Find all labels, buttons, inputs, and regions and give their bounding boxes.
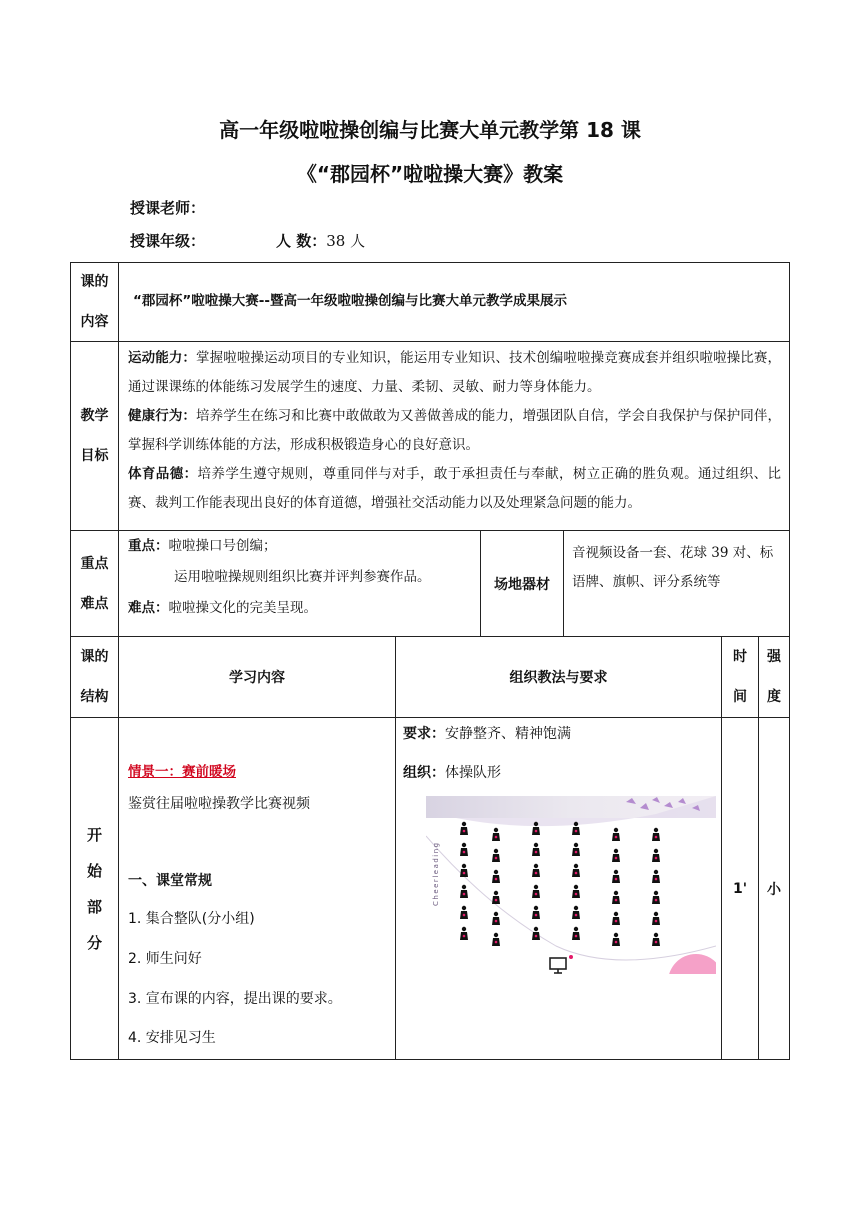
venue-text: 音视频设备一套、花球 39 对、标语牌、旗帜、评分系统等 — [572, 545, 774, 590]
start-time-cell: 1' — [721, 717, 759, 1060]
start-content-cell — [118, 717, 396, 1060]
keypoints-text-cell — [118, 530, 481, 637]
content-label-1: 课的 — [80, 274, 109, 290]
image-caption: Cheerleading — [432, 841, 440, 906]
scene-title: 情景一：赛前暖场 — [128, 764, 236, 780]
goals-label-1: 教学 — [80, 408, 109, 424]
keypoints-label-1: 重点 — [80, 555, 109, 572]
content-label-2: 内容 — [80, 314, 109, 330]
goal-item-ethics: 体育品德：培养学生遵守规则，尊重同伴与对手，敢于承担责任与奉献，树立正确的胜负观。通过组织、比赛、裁判工作能表现出良好的体育道德，增强社交活动能力以及处理紧急问题的能力。 — [128, 466, 782, 511]
time-header: 时 间 — [721, 636, 759, 718]
routine-title: 一、课堂常规 — [128, 873, 212, 889]
count-label: 人 数： — [276, 232, 327, 250]
document-subtitle: 《“郡园杯”啦啦操大赛》教案 — [296, 162, 564, 186]
content-text-cell — [118, 262, 790, 342]
start-method-cell — [395, 717, 722, 1060]
grade-label: 授课年级： — [130, 232, 206, 250]
goals-label-2: 目标 — [80, 448, 109, 464]
routine-item: 4. 安排见习生 — [128, 1030, 216, 1046]
goal-item-motor: 运动能力：掌握啦啦操运动项目的专业知识，能运用专业知识、技术创编啦啦操竞赛成套并组织啦啦操比赛，通过课课练的体能练习发展学生的速度、力量、柔韧、灵敏、耐力等身体能力。 — [128, 350, 782, 395]
goals-label-cell — [70, 341, 119, 531]
start-intensity-cell: 小 — [758, 717, 790, 1060]
goals-text-cell — [118, 341, 790, 531]
scene-text: 鉴赏往届啦啦操教学比赛视频 — [128, 796, 310, 812]
key-point-line2: 运用啦啦操规则组织比赛并评判参赛作品。 — [174, 569, 431, 585]
venue-text-cell — [563, 530, 790, 637]
goal-item-health: 健康行为：培养学生在练习和比赛中敢做敢为又善做善成的能力，增强团队自信，学会自我保护与保护同伴，掌握科学训练体能的方法，形成积极锻造身心的良好意识。 — [128, 408, 782, 453]
learning-content-header: 学习内容 — [118, 636, 396, 718]
organization: 组织：体操队形 — [403, 765, 501, 781]
venue-label: 场地器材 — [494, 576, 550, 593]
formation-diagram — [426, 796, 716, 974]
difficulty-point: 难点：啦啦操文化的完美呈现。 — [128, 600, 317, 616]
content-text: “郡园杯”啦啦操大赛--暨高一年级啦啦操创编与比赛大单元教学成果展示 — [133, 293, 567, 309]
start-part-cell: 开 始 部 分 — [70, 717, 119, 1060]
keypoints-label-cell — [70, 530, 119, 637]
routine-item: 3. 宣布课的内容，提出课的要求。 — [128, 991, 342, 1007]
teacher-label: 授课老师： — [130, 199, 206, 217]
venue-label-cell — [480, 530, 564, 637]
count-value: 38 人 — [326, 232, 366, 250]
routine-item: 2. 师生问好 — [128, 951, 202, 967]
keypoints-label-2: 难点 — [80, 595, 109, 612]
requirement: 要求：安静整齐、精神饱满 — [403, 726, 571, 742]
content-label-cell — [70, 262, 119, 342]
structure-label-1: 课的 — [80, 649, 109, 665]
structure-label-cell — [70, 636, 119, 718]
structure-label-2: 结构 — [80, 689, 109, 705]
student-count — [276, 230, 365, 251]
method-header: 组织教法与要求 — [395, 636, 722, 718]
document-title: 高一年级啦啦操创编与比赛大单元教学第 18 课 — [219, 118, 641, 142]
key-point: 重点：啦啦操口号创编； — [128, 538, 277, 554]
intensity-header: 强 度 — [758, 636, 790, 718]
routine-item: 1. 集合整队(分小组) — [128, 911, 255, 927]
